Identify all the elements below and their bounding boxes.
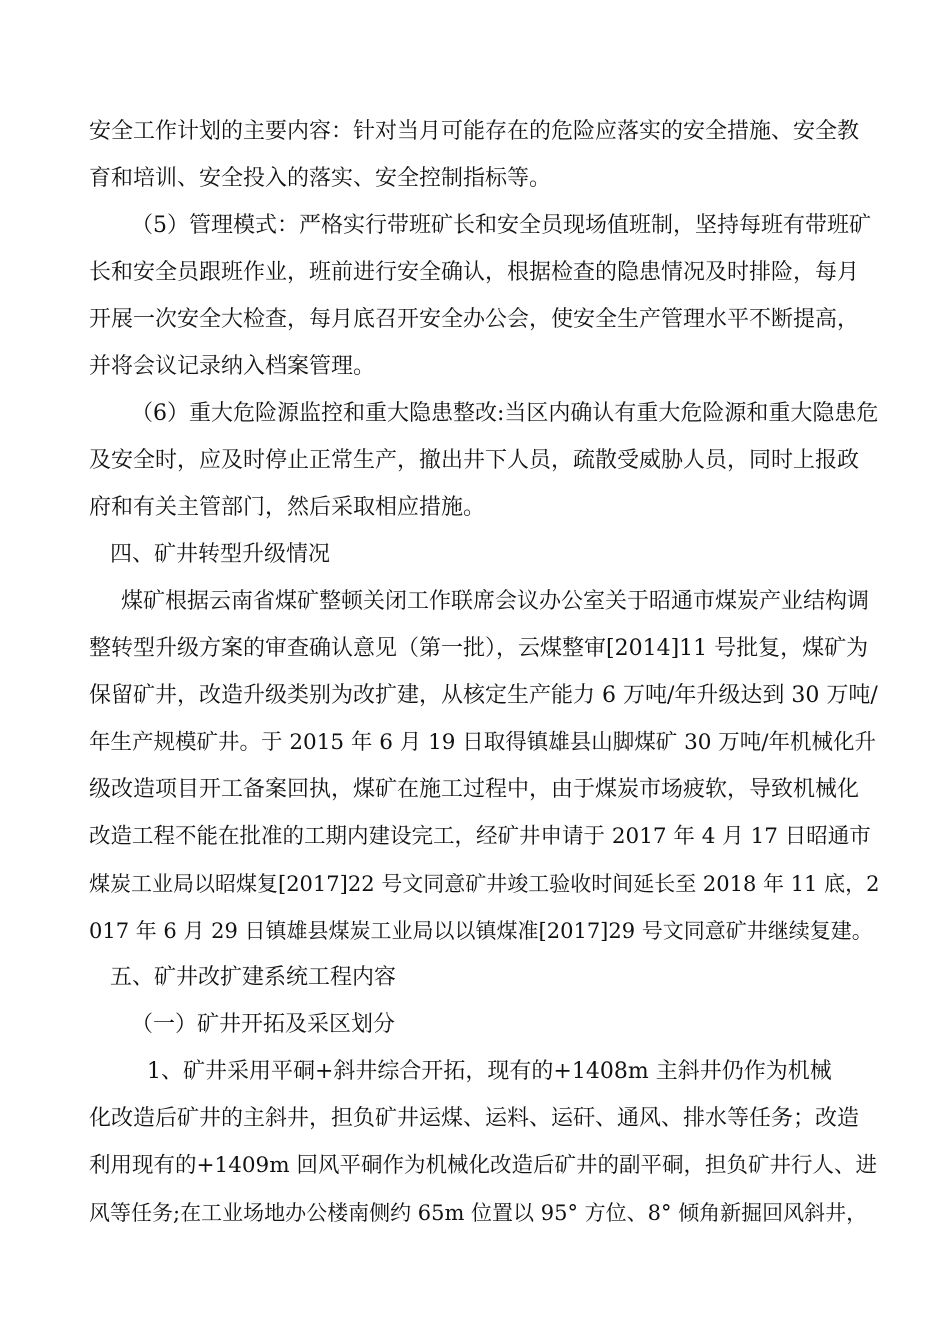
text-line: 煤炭工业局以昭煤复[2017]22 号文同意矿井竣工验收时间延长至 2018 年 11 底，2: [89, 872, 880, 896]
text-line: 开展一次安全大检查，每月底召开安全办公会，使安全生产管理水平不断提高，: [89, 307, 860, 332]
text-line: 并将会议记录纳入档案管理。: [89, 354, 376, 379]
text-line: 煤矿根据云南省煤矿整顿关闭工作联席会议办公室关于昭通市煤炭产业结构调: [121, 589, 870, 614]
text-line: 育和培训、安全投入的落实、安全控制指标等。: [89, 166, 552, 191]
text-line: 利用现有的+1409m 回风平硐作为机械化改造后矿井的副平硐，担负矿井行人、进: [89, 1153, 877, 1178]
text-line: 级改造项目开工备案回执，煤矿在施工过程中，由于煤炭市场疲软，导致机械化: [89, 777, 860, 802]
text-line: 安全工作计划的主要内容：针对当月可能存在的危险应落实的安全措施、安全教: [89, 119, 860, 144]
text-line: 保留矿井，改造升级类别为改扩建，从核定生产能力 6 万吨/年升级达到 30 万吨/: [89, 683, 878, 708]
section-heading: 四、矿井转型升级情况: [110, 542, 331, 567]
text-line: 风等任务;在工业场地办公楼南侧约 65m 位置以 95° 方位、8° 倾角新掘回风斜井，: [89, 1201, 868, 1225]
text-line: 府和有关主管部门，然后采取相应措施。: [89, 495, 486, 520]
text-line: 整转型升级方案的审查确认意见（第一批），云煤整审[2014]11 号批复，煤矿为: [89, 636, 869, 661]
section-heading: 五、矿井改扩建系统工程内容: [110, 965, 397, 990]
text-line: 及安全时，应及时停止正常生产，撤出井下人员，疏散受威胁人员，同时上报政: [89, 448, 860, 473]
text-line: 改造工程不能在批准的工期内建设完工，经矿井申请于 2017 年 4 月 17 日昭通市: [89, 824, 871, 849]
text-line: （5）管理模式：严格实行带班矿长和安全员现场值班制，坚持每班有带班矿: [131, 213, 871, 238]
text-line: 长和安全员跟班作业，班前进行安全确认，根据检查的隐患情况及时排险，每月: [89, 260, 860, 285]
text-line: 化改造后矿井的主斜井，担负矿井运煤、运料、运矸、通风、排水等任务；改造: [89, 1106, 860, 1131]
text-line: 017 年 6 月 29 日镇雄县煤炭工业局以以镇煤准[2017]29 号文同意矿井继续复建。: [89, 919, 873, 943]
subsection-heading: （一）矿井开拓及采区划分: [131, 1012, 396, 1037]
text-line: 年生产规模矿井。于 2015 年 6 月 19 日取得镇雄县山脚煤矿 30 万吨/年机械化升: [89, 730, 877, 755]
text-line: 1、矿井采用平硐+斜井综合开拓，现有的+1408m 主斜井仍作为机械: [147, 1059, 832, 1084]
text-line: （6）重大危险源监控和重大隐患整改:当区内确认有重大危险源和重大隐患危: [131, 401, 879, 426]
